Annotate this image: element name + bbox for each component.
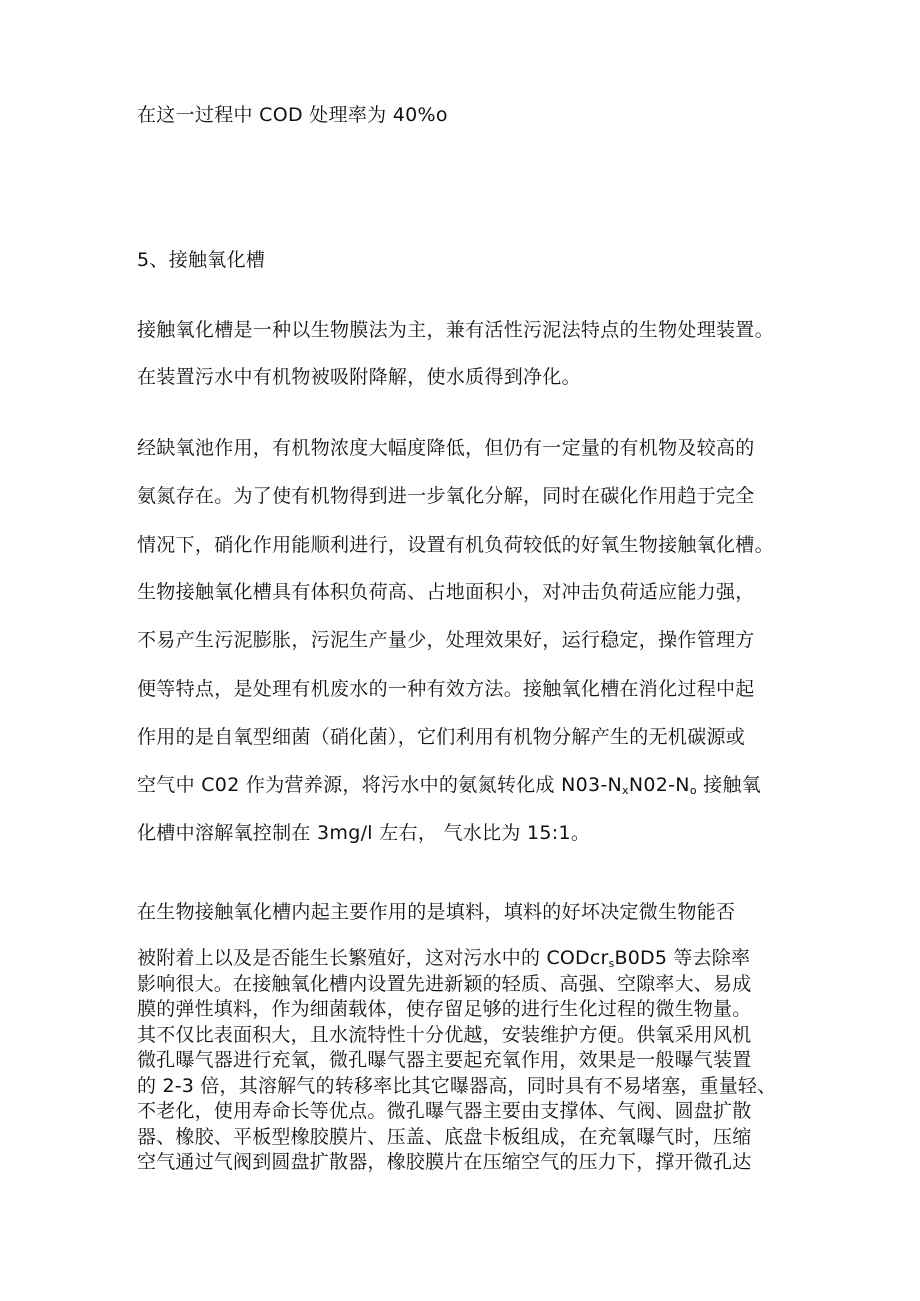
formula-text: B0D5 等去除率 [614,947,751,969]
text-line: 化槽中溶解氧控制在 3mg/l 左右， 气水比为 15:1。 [137,822,591,844]
formula-text: 被附着上以及是否能生长繁殖好，这对污水中的 CODcr [137,947,609,969]
text-line: 微孔曝气器进行充氧，微孔曝气器主要起充氧作用，效果是一般曝气装置 [137,1049,752,1071]
text-line: 不易产生污泥膨胀，污泥生产量少，处理效果好，运行稳定，操作管理方 [137,629,755,651]
subscript: s [608,957,615,970]
formula-text: 空气中 C02 作为营养源，将污水中的氨氮转化成 N03-N [137,774,623,796]
text-line: 生物接触氧化槽具有体积负荷高、占地面积小，对冲击负荷适应能力强， [137,581,755,603]
text-line: 便等特点，是处理有机废水的一种有效方法。接触氧化槽在消化过程中起 [137,678,755,700]
paragraph-4 [137,946,776,1201]
text-line: 不老化，使用寿命长等优点。微孔曝气器主要由支撑体、气阀、圆盘扩散 [137,1100,752,1122]
section-heading: 5、接触氧化槽 [137,249,266,271]
intro-line: 在这一过程中 COD 处理率为 40%o [137,104,448,126]
subscript: x [622,784,629,797]
formula-text: 接触氧 [696,774,762,796]
text-line: 氨氮存在。为了使有机物得到进一步氧化分解，同时在碳化作用趋于完全 [137,485,755,507]
text-line: 情况下，硝化作用能顺利进行，设置有机负荷较低的好氧生物接触氧化槽。 [137,534,774,556]
text-line: 器、橡胶、平板型橡胶膜片、压盖、底盘卡板组成，在充氧曝气时，压缩 [137,1125,752,1148]
formula-text: N02-N [628,774,690,796]
text-line [137,1176,776,1202]
paragraph-3: 在生物接触氧化槽内起主要作用的是填料，填料的好坏决定微生物能否 [137,901,736,923]
text-line: 的 2-3 倍，其溶解气的转移率比其它曝器高，同时具有不易堵塞，重量轻、 [137,1074,777,1097]
text-line: 接触氧化槽是一种以生物膜法为主，兼有活性污泥法特点的生物处理装置。 [137,319,774,341]
subscript: o [689,784,697,797]
text-line: 膜的弹性填料，作为细菌载体，使存留足够的进行生化过程的微生物量。 [137,998,752,1020]
text-line-formula [137,946,776,972]
text-line: 经缺氧池作用，有机物浓度大幅度降低，但仍有一定量的有机物及较高的 [137,437,755,459]
text-line: 空气通过气阀到圆盘扩散器，橡胶膜片在压缩空气的压力下，撑开微孔达 [137,1151,752,1173]
text-line-formula [137,773,761,803]
text-line: 其不仅比表面积大，且水流特性十分优越，安装维护方便。供氧采用风机 [137,1023,752,1046]
text-line: 作用的是自氧型细菌（硝化菌），它们利用有机物分解产生的无机碳源或 [137,726,746,748]
text-line: 影响很大。在接触氧化槽内设置先进新颖的轻质、高强、空隙率大、易成 [137,972,752,995]
text-line: 在装置污水中有机物被吸附降解，使水质得到净化。 [137,366,581,388]
